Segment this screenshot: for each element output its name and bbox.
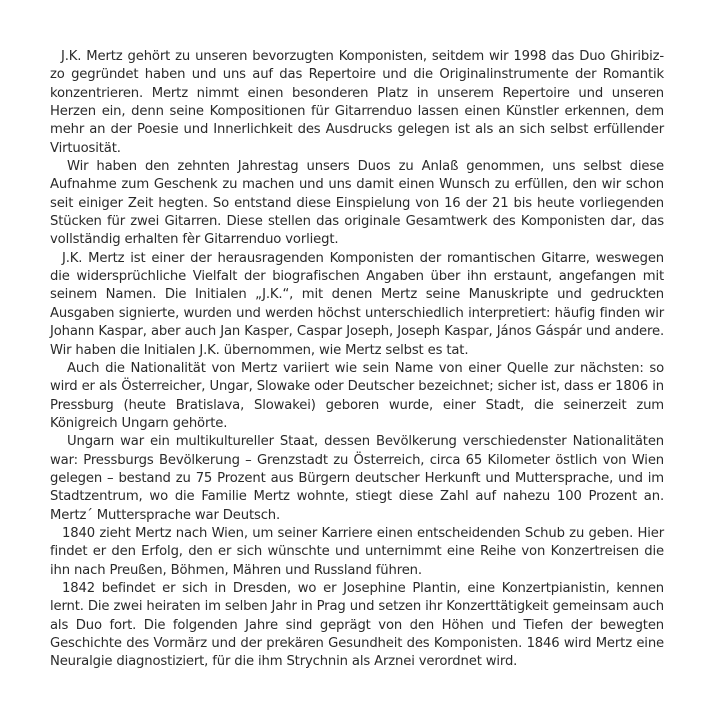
document-body: [50, 48, 664, 672]
paragraph-name-initials: J.K. Mertz ist einer der herausragenden Komponisten der romantischen Gitarre, weswegen die widersprüchliche Vielfalt der biografischen Angaben über ihn erstaunt, angefangen mit seinem Namen. Die Initialen „J.K.“, mit denen Mertz seine Manuskripte und gedruckten Ausgaben signierte, wurden und werden höchst unterschiedlich interpretiert: häufig finden wir Johann Kaspar, aber auch Jan Kasper, Caspar Joseph, Joseph Kaspar, János Gáspár und andere. Wir haben die Initialen J.K. übernommen, wie Mertz selbst es tat.: [50, 250, 664, 358]
paragraph-intro: J.K. Mertz gehört zu unseren bevorzugten Komponisten, seitdem wir 1998 das Duo Ghiribiz-zo gegründet haben und uns auf das Repertoire und die Originalinstrumente der Romantik konzentrieren. Mertz nimmt einen besonderen Platz in unserem Repertoire und unseren Herzen ein, denn seine Kompositionen für Gitarrenduo lassen einen Künstler erkennen, dem mehr an der Poesie und Innerlichkeit des Ausdrucks gelegen ist als an sich selbst erfüllender Virtuosität.: [50, 49, 664, 156]
paragraph-nationality: Auch die Nationalität von Mertz variiert wie sein Name von einer Quelle zur nächsten: so wird er als Österreicher, Ungar, Slowake oder Deutscher bezeichnet; sicher ist, dass er 1806 in Pressburg (heute Bratislava, Slowakei) geboren wurde, einer Stadt, die seinerzeit zum Königreich Ungarn gehörte.: [50, 360, 664, 431]
paragraph-hungary-population: Ungarn war ein multikultureller Staat, dessen Bevölkerung verschiedenster Nationalitäten war: Pressburgs Bevölkerung – Grenzstadt zu Österreich, circa 65 Kilometer östlich von Wien gelegen – bestand zu 75 Prozent aus Bürgern deutscher Herkunft und Muttersprache, und im Stadtzentrum, wo die Familie Mertz wohnte, stiegt diese Zahl auf nahezu 100 Prozent an. Mertz´ Muttersprache war Deutsch.: [50, 434, 664, 523]
paragraph-vienna-1840: 1840 zieht Mertz nach Wien, um seiner Karriere einen entscheidenden Schub zu geben. Hier findet er den Erfolg, den er sich wünschte und unternimmt eine Reihe von Konzertreisen die ihn nach Preußen, Böhmen, Mähren und Russland führen.: [50, 525, 664, 578]
paragraph-dresden-1842: 1842 befindet er sich in Dresden, wo er Josephine Plantin, eine Konzertpianistin, kennen lernt. Die zwei heiraten im selben Jahr in Prag und setzen ihr Konzerttätigkeit gemeinsam auch als Duo fort. Die folgenden Jahre sind geprägt von den Höhen und Tiefen der bewegten Geschichte des Vormärz und der prekären Gesundheit des Komponisten. 1846 wird Mertz eine Neuralgie diagnostiziert, für die ihm Strychnin als Arznei verordnet wird.: [50, 580, 664, 670]
paragraph-anniversary-recording: Wir haben den zehnten Jahrestag unsers Duos zu Anlaß genommen, uns selbst diese Aufnahme zum Geschenk zu machen und uns damit einen Wunsch zu erfüllen, den wir schon seit einiger Zeit hegten. So entstand diese Einspielung von 16 der 21 bis heute vorliegenden Stücken für zwei Gitarren. Diese stellen das originale Gesamtwerk des Komponisten dar, das vollständig erhalten fèr Gitarrenduo vorliegt.: [50, 159, 664, 248]
